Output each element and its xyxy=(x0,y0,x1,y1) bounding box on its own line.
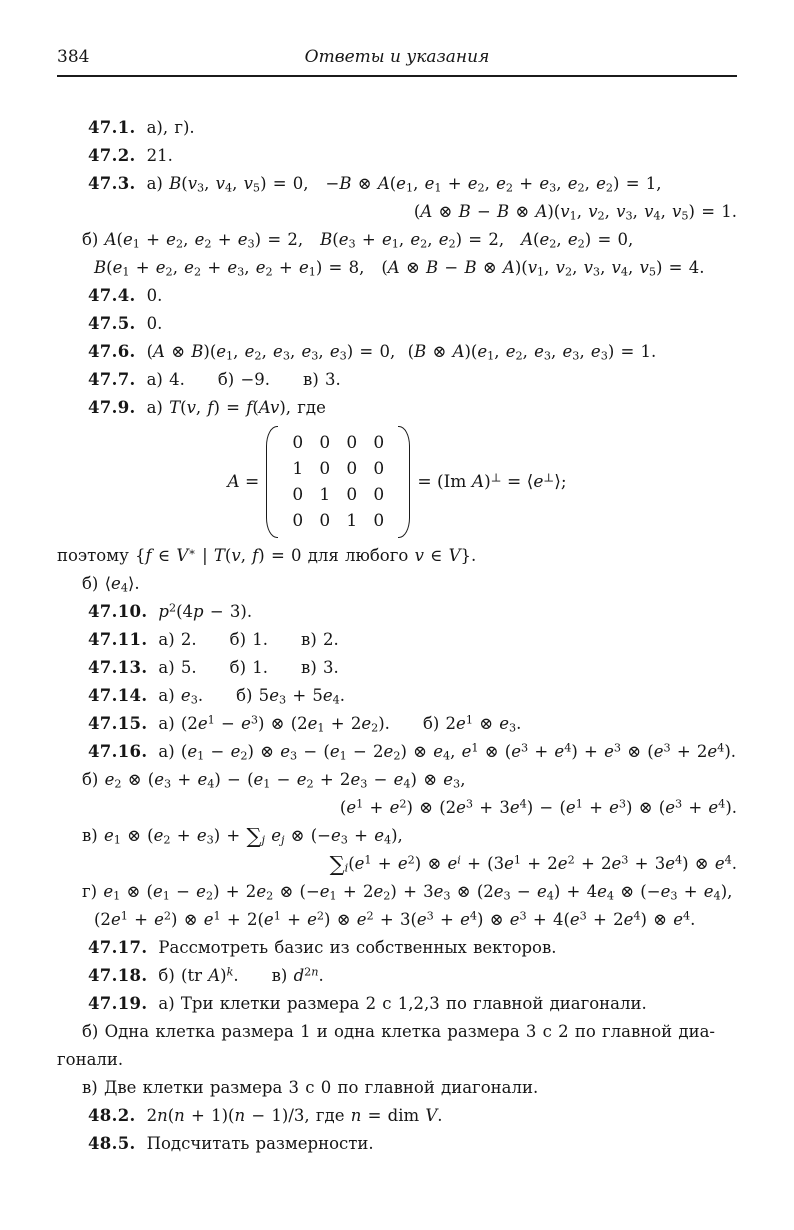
answer-line-47-5 xyxy=(57,310,737,338)
answer-text: $p^2(4p - 3)$. xyxy=(158,601,253,621)
answer-line-47-15 xyxy=(57,710,737,738)
answer-line-47-16b-cont xyxy=(57,794,737,822)
answer-text: б) $⟨e_4⟩$. xyxy=(82,574,140,595)
answer-text: г) $e_1$ ⊗ $(e_1 - e_2) + 2e_2$ ⊗ $(-e_1 + 2e_2) + 3e_3$ ⊗ $(2e_3 - e_4) + 4e_4$ ⊗ $(-e_3 + e_4)$, xyxy=(82,882,733,903)
answer-line-47-3a xyxy=(57,170,737,198)
answers-content xyxy=(57,114,737,1158)
answer-line-47-16v xyxy=(57,822,737,850)
answer-text: $\sum_i(e^1 + e^2)$ ⊗ $e^i + (3e^1 + 2e^2 + 2e^3 + 3e^4)$ ⊗ $e^4$. xyxy=(329,852,737,876)
answer-text: б) $e_2$ ⊗ $(e_3 + e_4) - (e_1 - e_2 + 2e_3 - e_4)$ ⊗ $e_3$, xyxy=(82,770,466,791)
answer-text: б) (tr A)$^k$. в) $d^{2n}$. xyxy=(158,965,324,985)
problem-label: 48.5. xyxy=(88,1134,136,1153)
problem-label: 47.13. xyxy=(88,658,148,677)
answer-text: поэтому {f ∈ V∗ | T(v, f) = 0 для любого v ∈ V}. xyxy=(57,545,477,565)
answer-text: Подсчитать размерности. xyxy=(146,1134,374,1153)
answer-line-47-9-note xyxy=(57,542,737,570)
answer-line-47-9 xyxy=(57,394,737,422)
problem-label: 47.16. xyxy=(88,742,148,761)
answer-line-47-11 xyxy=(57,626,737,654)
matrix-cell: 1 xyxy=(346,511,358,531)
answer-line-47-17 xyxy=(57,934,737,962)
answer-text: $(2e^1 + e^2)$ ⊗ $e^1 + 2(e^1 + e^2)$ ⊗ $e^2 + 3(e^3 + e^4)$ ⊗ $e^3 + 4(e^3 + 2e^4)$ ⊗ $e^4$. xyxy=(94,909,696,929)
answer-line-47-13 xyxy=(57,654,737,682)
answer-text: а) $(e_1 - e_2)$ ⊗ $e_3 - (e_1 - 2e_2)$ ⊗ $e_4$, $e^1$ ⊗ $(e^3 + e^4) + e^3$ ⊗ $(e^3 + 2e^4)$. xyxy=(158,741,736,763)
answer-text: 0. xyxy=(146,286,163,305)
answer-text: а) 4. б) −9. в) 3. xyxy=(146,370,341,389)
problem-label: 47.7. xyxy=(88,370,136,389)
answer-line-47-19b-cont xyxy=(57,1046,737,1074)
answer-text: а) $e_3$. б) $5e_3 + 5e_4$. xyxy=(158,686,346,707)
problem-label: 47.14. xyxy=(88,686,148,705)
answer-text: 21. xyxy=(146,146,173,165)
answer-line-47-7 xyxy=(57,366,737,394)
matrix-cell: 1 xyxy=(319,485,331,505)
answer-line-47-19a xyxy=(57,990,737,1018)
answer-text: $(e^1 + e^2)$ ⊗ $(2e^3 + 3e^4) - (e^1 + e^3)$ ⊗ $(e^3 + e^4)$. xyxy=(339,797,737,817)
matrix-cell: 0 xyxy=(319,459,331,479)
display-equation xyxy=(57,422,737,542)
answer-text: 0. xyxy=(146,314,163,333)
problem-label: 47.1. xyxy=(88,118,136,137)
answer-line-47-4 xyxy=(57,282,737,310)
matrix-cell: 0 xyxy=(373,433,385,453)
matrix-cell: 0 xyxy=(292,433,304,453)
matrix-cell: 0 xyxy=(346,485,358,505)
answer-line-47-3a-cont xyxy=(57,198,737,226)
answer-line-47-16g-cont xyxy=(57,906,737,934)
answer-text: 2n(n + 1)(n − 1)/3, где n = dim V. xyxy=(146,1106,443,1125)
problem-label: 47.10. xyxy=(88,602,148,621)
answer-line-47-19b xyxy=(57,1018,737,1046)
equation-lhs: A = xyxy=(227,472,260,492)
answer-line-47-2 xyxy=(57,142,737,170)
answer-text: $B(e_1 + e_2$, $e_2 + e_3$, $e_2 + e_1) = 8$, (A ⊗ B − B ⊗ $A)(v_1$, $v_2$, $v_3$, $v_4$, $v_5) = 4$. xyxy=(94,258,705,279)
answer-line-47-16g xyxy=(57,878,737,906)
matrix-cell: 0 xyxy=(346,459,358,479)
answer-text: в) $e_1$ ⊗ $(e_2 + e_3) + \sum_j$ $e_j$ ⊗ $(-e_3 + e_4)$, xyxy=(82,824,403,848)
problem-label: 47.19. xyxy=(88,994,148,1013)
matrix-cell: 0 xyxy=(292,485,304,505)
answer-text: б) Одна клетка размера 1 и одна клетка размера 3 с 2 по главной диа- xyxy=(82,1022,715,1041)
answer-text: а) Три клетки размера 2 с 1,2,3 по главной диагонали. xyxy=(158,994,647,1013)
answer-text: а) 2. б) 1. в) 2. xyxy=(158,630,339,649)
answer-text: (A ⊗ $B)(e_1$, $e_2$, $e_3$, $e_3$, $e_3) = 0$, (B ⊗ $A)(e_1$, $e_2$, $e_3$, $e_3$, $e_3) = 1$. xyxy=(146,342,657,363)
answer-text: а), г). xyxy=(146,118,195,137)
answer-line-47-16a xyxy=(57,738,737,766)
matrix xyxy=(266,426,410,538)
matrix-grid xyxy=(281,426,395,538)
running-header xyxy=(57,46,737,68)
matrix-cell: 0 xyxy=(292,511,304,531)
answer-text: а) 5. б) 1. в) 3. xyxy=(158,658,339,677)
answer-line-47-3b xyxy=(57,226,737,254)
running-header-title: Ответы и указания xyxy=(304,47,490,67)
answer-text: б) $A(e_1 + e_2$, $e_2 + e_3) = 2$, $B(e_3 + e_1$, $e_2$, $e_2) = 2$, $A(e_2$, $e_2) = 0$, xyxy=(82,230,634,251)
problem-label: 48.2. xyxy=(88,1106,136,1125)
answer-line-48-2 xyxy=(57,1102,737,1130)
problem-label: 47.4. xyxy=(88,286,136,305)
page-number: 384 xyxy=(57,47,90,67)
answer-text: а) T(v, f) = f(Av), где xyxy=(146,398,326,417)
matrix-cell: 0 xyxy=(373,485,385,505)
answer-line-47-6 xyxy=(57,338,737,366)
matrix-cell: 0 xyxy=(373,511,385,531)
header-rule xyxy=(57,75,737,77)
problem-label: 47.17. xyxy=(88,938,148,957)
answer-line-47-14 xyxy=(57,682,737,710)
matrix-cell: 0 xyxy=(373,459,385,479)
answer-line-47-10 xyxy=(57,598,737,626)
answer-line-47-19v xyxy=(57,1074,737,1102)
answer-line-47-16b xyxy=(57,766,737,794)
answer-text: Рассмотреть базис из собственных векторов. xyxy=(158,938,557,957)
matrix-cell: 0 xyxy=(319,511,331,531)
problem-label: 47.3. xyxy=(88,174,136,193)
answer-line-47-18 xyxy=(57,962,737,990)
matrix-right-paren xyxy=(398,426,410,538)
problem-label: 47.2. xyxy=(88,146,136,165)
answer-text: гонали. xyxy=(57,1050,124,1069)
problem-label: 47.6. xyxy=(88,342,136,361)
answer-text: а) $(2e^1 - e^3)$ ⊗ $(2e_1 + 2e_2)$. б) $2e^1$ ⊗ $e_3$. xyxy=(158,713,522,735)
problem-label: 47.15. xyxy=(88,714,148,733)
answer-text: в) Две клетки размера 3 с 0 по главной диагонали. xyxy=(82,1078,539,1097)
problem-label: 47.5. xyxy=(88,314,136,333)
answer-line-48-5 xyxy=(57,1130,737,1158)
problem-label: 47.11. xyxy=(88,630,148,649)
problem-label: 47.9. xyxy=(88,398,136,417)
equation-rhs: = (Im A)⊥ = ⟨e⊥⟩; xyxy=(417,470,567,492)
answer-text: (A ⊗ B − B ⊗ $A)(v_1$, $v_2$, $v_3$, $v_4$, $v_5) = 1$. xyxy=(413,202,737,223)
answer-line-47-9b xyxy=(57,570,737,598)
matrix-cell: 1 xyxy=(292,459,304,479)
answer-line-47-1 xyxy=(57,114,737,142)
answer-line-47-3b-cont xyxy=(57,254,737,282)
answer-line-47-16v-cont xyxy=(57,850,737,878)
matrix-cell: 0 xyxy=(346,433,358,453)
answer-text: а) $B(v_3$, $v_4$, $v_5) = 0$, −B ⊗ $A(e_1$, $e_1 + e_2$, $e_2 + e_3$, $e_2$, $e_2) = 1$, xyxy=(146,174,662,195)
problem-label: 47.18. xyxy=(88,966,148,985)
matrix-cell: 0 xyxy=(319,433,331,453)
matrix-left-paren xyxy=(266,426,278,538)
